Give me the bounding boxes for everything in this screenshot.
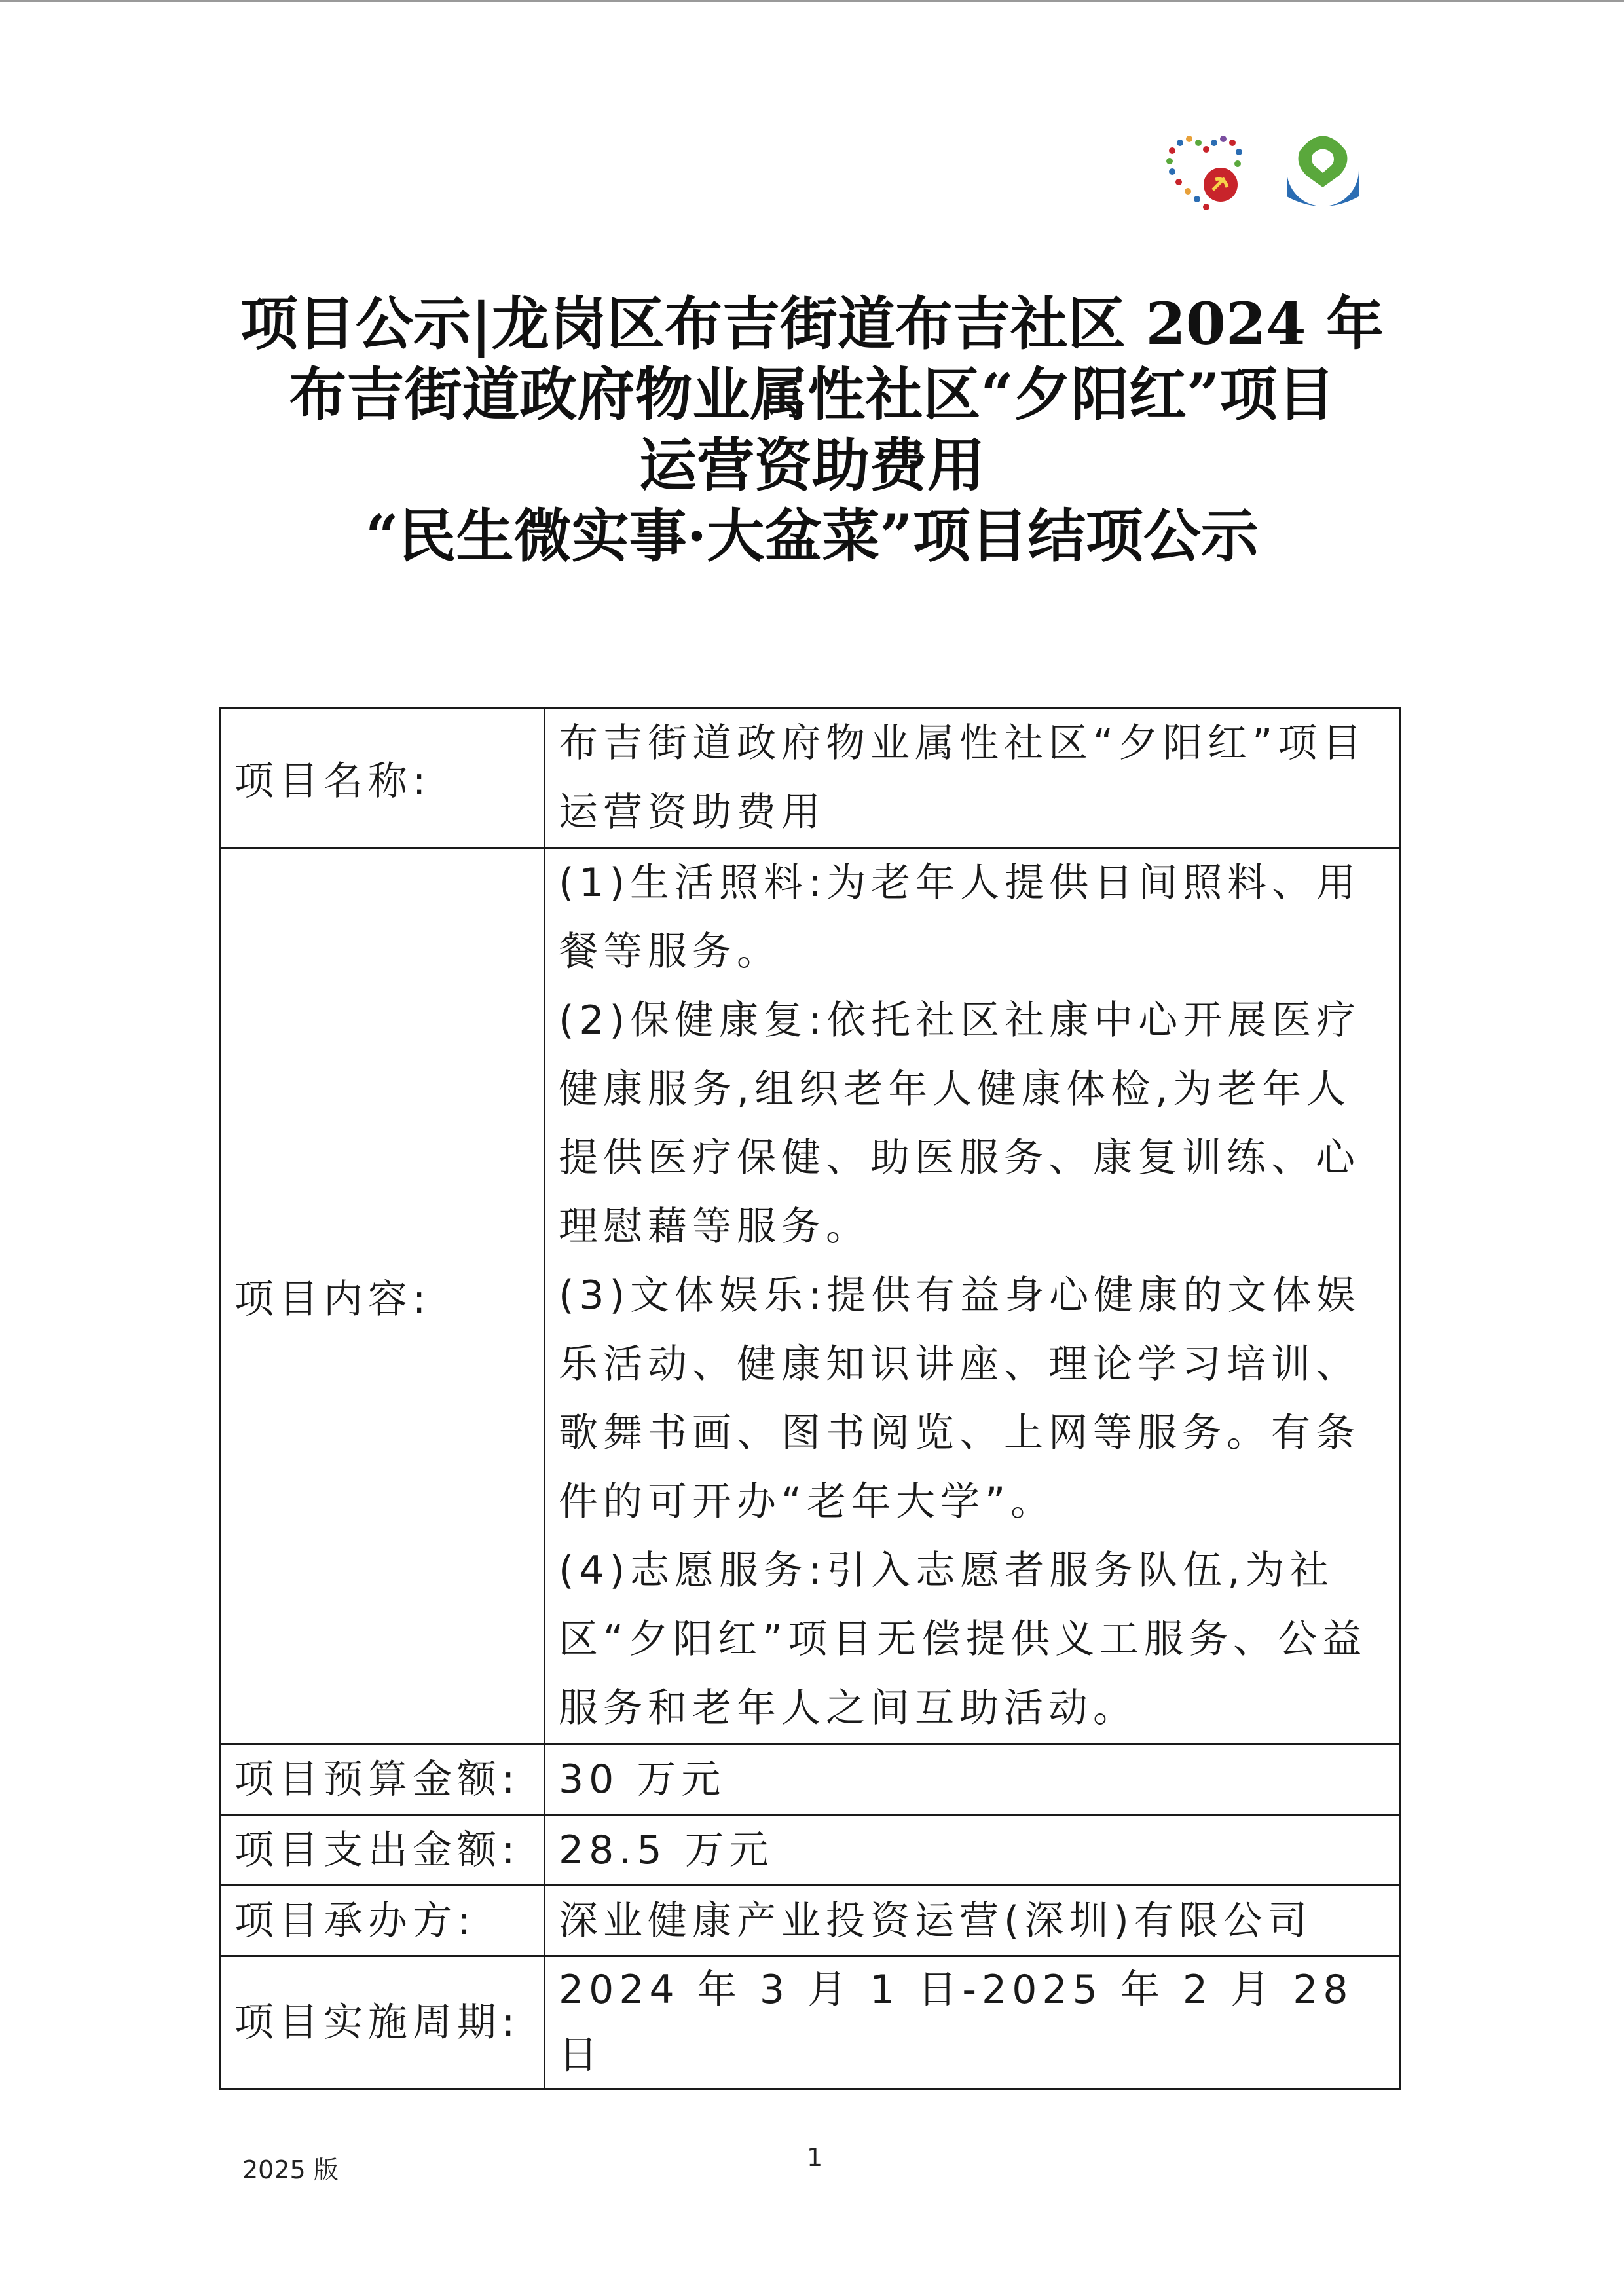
title-line-3: 运营资助费用 bbox=[638, 431, 985, 499]
table-row bbox=[221, 1956, 1401, 2089]
expense-value: 28.5 万元 bbox=[545, 1815, 1401, 1886]
title-line-4: “民生微实事·大盆菜”项目结项公示 bbox=[365, 502, 1259, 570]
page-title bbox=[170, 288, 1454, 571]
contractor-value: 深业健康产业投资运营(深圳)有限公司 bbox=[545, 1886, 1401, 1956]
header-logos bbox=[1159, 118, 1375, 223]
project-name-value: 布吉街道政府物业属性社区“夕阳红”项目运营资助费用 bbox=[545, 709, 1401, 848]
title-line-2: 布吉街道政府物业属性社区“夕阳红”项目 bbox=[289, 360, 1335, 428]
period-value: 2024 年 3 月 1 日-2025 年 2 月 28 日 bbox=[545, 1956, 1401, 2089]
project-name-label: 项目名称: bbox=[221, 709, 545, 848]
budget-value: 30 万元 bbox=[545, 1744, 1401, 1815]
content-item-3: (3)文体娱乐:提供有益身心健康的文体娱乐活动、健康知识讲座、理论学习培训、歌舞书画、图书阅览、上网等服务。有条件的可开办“老年大学”。 bbox=[559, 1273, 1361, 1525]
contractor-label: 项目承办方: bbox=[221, 1886, 545, 1956]
project-content-label: 项目内容: bbox=[221, 848, 545, 1744]
page-number: 1 bbox=[807, 2143, 823, 2172]
budget-label: 项目预算金额: bbox=[221, 1744, 545, 1815]
table-row bbox=[221, 848, 1401, 1744]
content-item-1: (1)生活照料:为老年人提供日间照料、用餐等服务。 bbox=[559, 860, 1361, 975]
footer-version: 2025 版 bbox=[242, 2155, 339, 2184]
table-row bbox=[221, 709, 1401, 848]
title-line-1: 项目公示|龙岗区布吉街道布吉社区 2024 年 bbox=[240, 289, 1384, 358]
table-row bbox=[221, 1815, 1401, 1886]
table-row bbox=[221, 1744, 1401, 1815]
project-info-table bbox=[219, 707, 1401, 2090]
project-content-value bbox=[545, 848, 1401, 1744]
content-item-4: (4)志愿服务:引入志愿者服务队伍,为社区“夕阳红”项目无偿提供义工服务、公益服务和老年人之间互助活动。 bbox=[559, 1548, 1367, 1731]
minsheng-weishishi-logo-icon bbox=[1274, 124, 1372, 216]
content-item-2: (2)保健康复:依托社区社康中心开展医疗健康服务,组织老年人健康体检,为老年人提供医疗保健、助医服务、康复训练、心理慰藉等服务。 bbox=[559, 998, 1361, 1250]
top-rule bbox=[0, 0, 1624, 2]
party-heart-logo-icon bbox=[1159, 124, 1257, 216]
table-row bbox=[221, 1886, 1401, 1956]
period-label: 项目实施周期: bbox=[221, 1956, 545, 2089]
expense-label: 项目支出金额: bbox=[221, 1815, 545, 1886]
